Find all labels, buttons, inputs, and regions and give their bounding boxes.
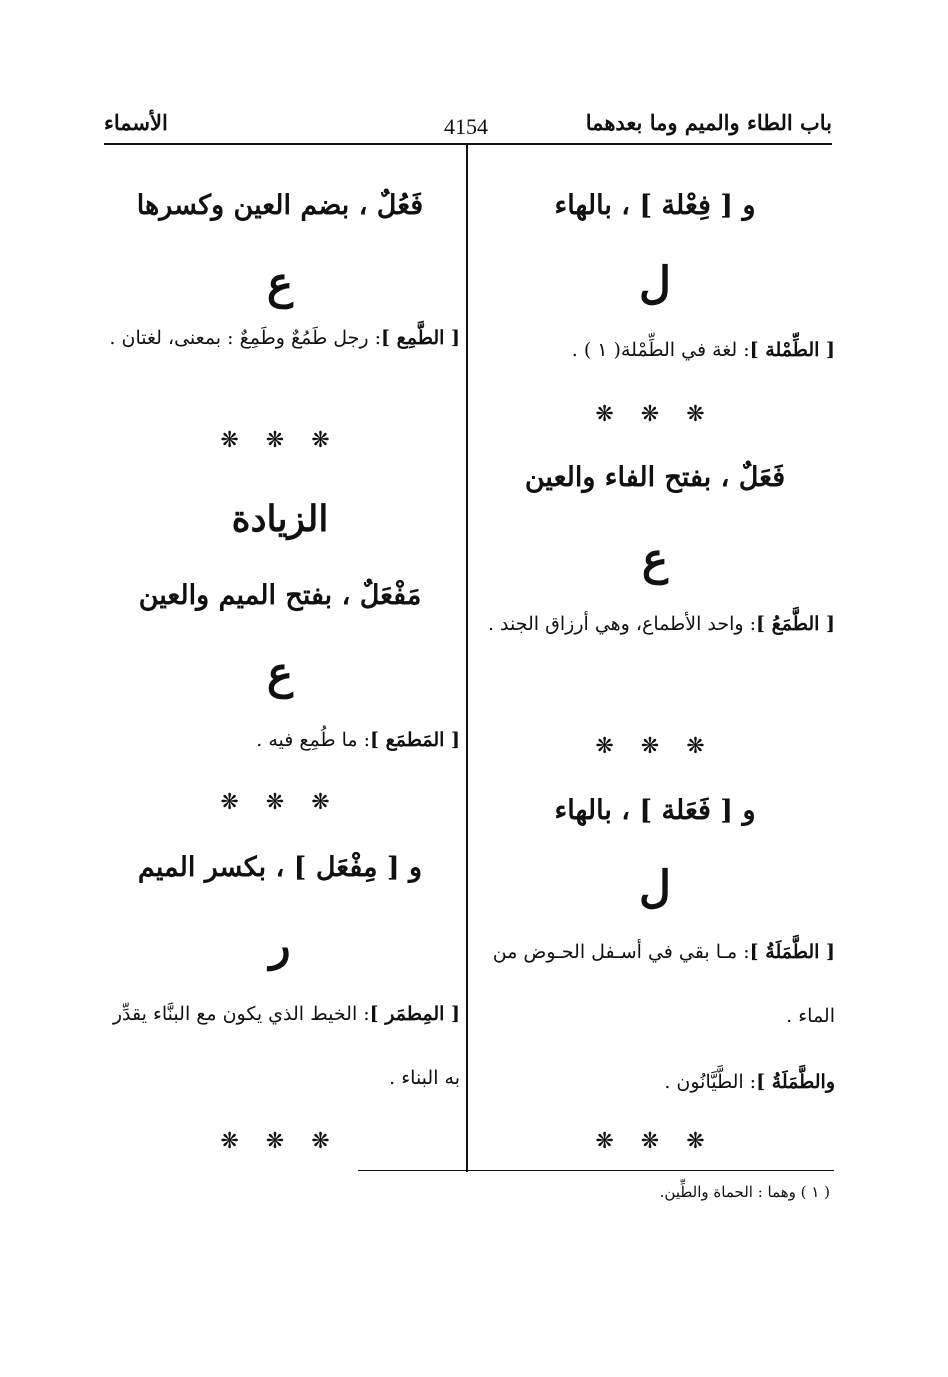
section-title-header: الأسماء (104, 110, 168, 135)
entry-lemma: والطَّمَلَةُ ] (756, 1071, 835, 1093)
column-divider (466, 145, 468, 1172)
pattern-heading: و [ فِعْلة ] ، بالهاء (554, 190, 756, 221)
pattern-heading: فَعُلٌ ، بضم العين وكسرها (136, 190, 424, 221)
separator-stars: ❋ ❋ ❋ (220, 1129, 340, 1154)
dictionary-entry (100, 982, 460, 1110)
entry-lemma: [ المَطمَع ] (370, 729, 460, 751)
header-rule (104, 143, 832, 145)
separator-stars: ❋ ❋ ❋ (595, 734, 715, 759)
dictionary-entry (475, 592, 835, 656)
entry-text: : رجل طَمُعٌ وطَمِعٌ : بمعنى، لغتان . (109, 327, 382, 349)
pattern-heading: و [ فَعَلة ] ، بالهاء (554, 795, 756, 826)
separator-stars: ❋ ❋ ❋ (220, 428, 340, 453)
separator-stars: ❋ ❋ ❋ (595, 402, 715, 427)
root-letter: ع (266, 648, 294, 699)
entry-lemma: [ الطِّمْلة ] (749, 339, 835, 361)
entry-text: : لغة في الطِّمْلة( ١ ) . (571, 339, 750, 361)
dictionary-entry (475, 318, 835, 382)
root-letter: ل (639, 258, 671, 309)
pattern-heading: و [ مِفْعَل ] ، بكسر الميم (137, 852, 423, 883)
dictionary-entry (475, 920, 835, 1048)
entry-lemma: [ الطَّمَعُ ] (756, 613, 835, 635)
page-header (104, 100, 832, 140)
root-letter: ع (641, 534, 669, 585)
pattern-heading: فَعَلٌ ، بفتح الفاء والعين (524, 462, 786, 493)
dictionary-entry (100, 306, 460, 370)
dictionary-entry (100, 708, 460, 772)
separator-stars: ❋ ❋ ❋ (220, 790, 340, 815)
root-letter: ل (639, 862, 671, 913)
root-letter: ر (269, 920, 291, 971)
separator-stars: ❋ ❋ ❋ (595, 1129, 715, 1154)
entry-text: : الخيط الذي يكون مع البنَّاء يقدِّر به البناء . (112, 1003, 460, 1089)
entry-text: : مـا بقي في أسـفل الحـوض من الماء . (492, 941, 835, 1027)
footnote-rule (358, 1170, 834, 1171)
footnote: ( ١ ) وهما : الحماة والطِّين. (659, 1183, 830, 1201)
entry-lemma: [ المِطمَر ] (369, 1003, 460, 1025)
entry-text: : ما طُمِع فيه . (256, 729, 371, 751)
root-letter: ع (266, 258, 294, 309)
dictionary-entry (475, 1050, 835, 1114)
entry-lemma: [ الطَّمَلَةُ ] (749, 941, 835, 963)
pattern-heading: مَفْعَلٌ ، بفتح الميم والعين (138, 580, 422, 611)
section-title: الزيادة (231, 498, 329, 540)
entry-text: : واحد الأطماع، وهي أرزاق الجند . (487, 613, 757, 635)
chapter-title: باب الطاء والميم وما بعدهما (585, 110, 832, 135)
entry-lemma: [ الطَّمِع ] (381, 327, 460, 349)
entry-text: : الطَّيَّانُون . (664, 1071, 757, 1093)
page-number: 4154 (444, 114, 488, 139)
